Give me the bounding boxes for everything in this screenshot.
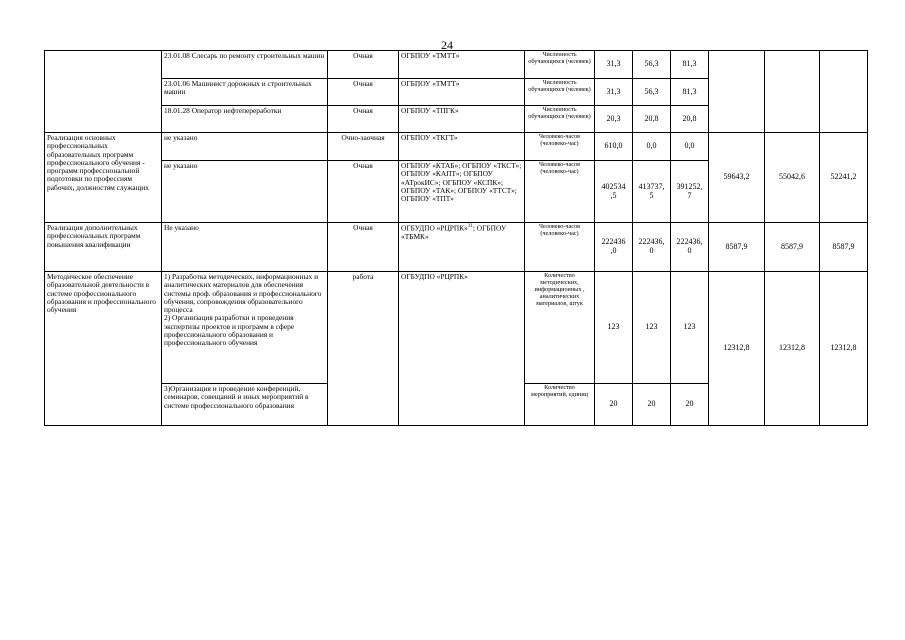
value-cell: 391252, 7 [671, 161, 709, 223]
organization-cell: ОГБПОУ «КТАБ»; ОГБПОУ «ТКСТ»; ОГБПОУ «КАПТ»; ОГБПОУ «АТрокИС»; ОГБПОУ «КСПК»; ОГБПОУ «ТАК»; ОГБПОУ «ТТСТ»; ОГБПОУ «ТПТ» [399, 161, 525, 223]
value-cell: 81,3 [671, 51, 709, 79]
funding-cell: 55042,6 [765, 133, 820, 223]
form-cell: Очная [328, 223, 399, 272]
funding-cell-empty [820, 51, 868, 133]
unit-cell: Человеко-часов (человеко-час) [525, 223, 595, 272]
value-cell: 20,3 [595, 106, 633, 133]
table-row [45, 51, 868, 79]
organization-cell: ОГБПОУ «ТМТТ» [399, 79, 525, 106]
form-cell: Очно-заочная [328, 133, 399, 161]
value-cell: 123 [595, 272, 633, 384]
organization-cell: ОГБПОУ «ТМТТ» [399, 51, 525, 79]
value-cell: 56,3 [633, 79, 671, 106]
value-cell: 20 [595, 384, 633, 426]
value-cell: 123 [671, 272, 709, 384]
value-cell: 222436 ,0 [595, 223, 633, 272]
table-row [45, 133, 868, 161]
specialty-cell: 1) Разработка методических, информационных и аналитических материалов для обеспечения системы проф. образования и профессионального обучения, сопровождения образовательного процесса 2) Организация разработки и проведения экспертизы проектов и программ в сфере профессионального образования и профессионального обучения [162, 272, 328, 384]
value-cell: 123 [633, 272, 671, 384]
form-cell: Очная [328, 161, 399, 223]
funding-cell-empty [765, 51, 820, 133]
specialty-cell: не указано [162, 161, 328, 223]
funding-cell: 8587,9 [820, 223, 868, 272]
table-row [45, 223, 868, 272]
specialty-cell: не указано [162, 133, 328, 161]
value-cell: 610,0 [595, 133, 633, 161]
value-cell: 20 [671, 384, 709, 426]
unit-cell: Численность обучающихся (человек) [525, 51, 595, 79]
form-cell: Очная [328, 51, 399, 79]
unit-cell: Человеко-часов (человеко-час) [525, 161, 595, 223]
specialty-cell: Не указано [162, 223, 328, 272]
organization-cell: ОГБУДПО «РЦРПК» [399, 272, 525, 426]
value-cell: 0,0 [671, 133, 709, 161]
value-cell: 413737, 5 [633, 161, 671, 223]
organization-cell: ОГБПОУ «ТКГТ» [399, 133, 525, 161]
organization-cell: ОГБПОУ «ТПГК» [399, 106, 525, 133]
footnote-marker: 31 [467, 224, 473, 229]
value-cell: 0,0 [633, 133, 671, 161]
value-cell: 20 [633, 384, 671, 426]
funding-cell: 52241,2 [820, 133, 868, 223]
unit-cell: Количество методических, информационных , аналитических материалов, штук [525, 272, 595, 384]
funding-cell-empty [709, 51, 765, 133]
value-cell: 31,3 [595, 79, 633, 106]
value-cell: 20,8 [671, 106, 709, 133]
funding-cell: 12312,8 [820, 272, 868, 426]
value-cell: 402534 ,5 [595, 161, 633, 223]
unit-cell: Количество мероприятий, единиц [525, 384, 595, 426]
specialty-cell: 18.01.28 Оператор нефтепереработки [162, 106, 328, 133]
funding-cell: 8587,9 [765, 223, 820, 272]
organization-cell [399, 223, 525, 272]
service-name-cell: Реализация основных профессиональных образовательных программ профессионального обучения - программ профессиональной подготовки по профессиям рабочих, должностям служащих [45, 133, 162, 223]
table-row [45, 272, 868, 384]
service-cell-empty [45, 51, 162, 133]
unit-cell: Численность обучающихся (человек) [525, 79, 595, 106]
organization-name: ОГБУДПО «РЦРПК» [401, 223, 468, 233]
services-table [44, 50, 868, 426]
funding-cell: 12312,8 [765, 272, 820, 426]
value-cell: 81,3 [671, 79, 709, 106]
unit-cell: Численность обучающихся (человек) [525, 106, 595, 133]
specialty-cell: 3)Организация и проведение конференций, семинаров, совещаний и иных мероприятий в системе профессионального образования [162, 384, 328, 426]
unit-cell: Человеко-часов (человеко-час) [525, 133, 595, 161]
form-cell: Очная [328, 79, 399, 106]
service-name-cell: Реализация дополнительных профессиональных программ повышения квалификации [45, 223, 162, 272]
value-cell: 56,3 [633, 51, 671, 79]
page-number: 24 [441, 38, 453, 52]
value-cell: 20,8 [633, 106, 671, 133]
value-cell: 222436, 0 [671, 223, 709, 272]
funding-cell: 12312,8 [709, 272, 765, 426]
funding-cell: 8587,9 [709, 223, 765, 272]
form-cell: Очная [328, 106, 399, 133]
value-cell: 31,3 [595, 51, 633, 79]
form-cell: работа [328, 272, 399, 426]
specialty-cell: 23.01.08 Слесарь по ремонту строительных машин [162, 51, 328, 79]
specialty-cell: 23.01.06 Машинист дорожных и строительных машин [162, 79, 328, 106]
funding-cell: 59643,2 [709, 133, 765, 223]
value-cell: 222436, 0 [633, 223, 671, 272]
organization-name-tail: ; ОГБПОУ «ТБМК» [401, 223, 507, 241]
service-name-cell: Методическое обеспечение образовательной деятельности в системе профессионального образования и профессионального обучения [45, 272, 162, 426]
